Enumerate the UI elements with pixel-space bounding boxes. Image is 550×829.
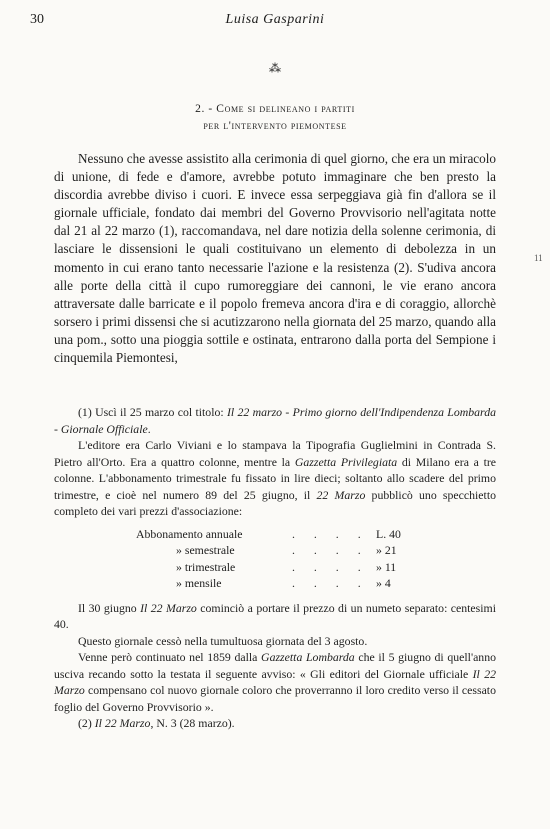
margin-mark: 11 (534, 253, 543, 263)
body-paragraph: Nessuno che avesse assistito alla cerimonia di quel giorno, che era un miracolo di unione, di fede e d'amore, avrebbe potuto immaginare che ben presto la discordia avrebbe diviso i cuori. E invece essa serpeggiava già fin d'allora se il giornale ufficiale, fondato dai membri del Governo Provvisorio nell'agitata notte dal 21 al 22 marzo (1), raccomandava, nel dare notizia della solenne cerimonia, di lasciare le dissensioni le quali costituivano un elemento di debolezza in un momento in cui erano tanto necessarie l'azione e la resistenza (2). S'udiva ancora alle porte della città il cupo rumoreggiare dei cannoni, le vie erano ancora attraversate dalle barricate e il popolo fremeva ancora d'ira e di coraggio, allorchè sorsero i primi dissensi che si acutizzarono nella giornata del 25 marzo, quando alla una pom., sotto una pioggia sottile e ostinata, entrarono dalla porta del Sempione i cinquemila Piemontesi, (54, 151, 496, 366)
subscription-price: » 21 (376, 543, 397, 557)
subscription-row (54, 575, 496, 592)
footnote-text: Il 30 giugno (78, 600, 141, 615)
subscription-table (54, 526, 496, 592)
subscription-price: L. 40 (376, 526, 401, 541)
subscription-price: » 11 (376, 559, 397, 574)
footnote-paragraph-cessation: Questo giornale cessò nella tumultuosa giornata del 3 agosto. (78, 633, 368, 648)
footnote-text: cominciò a portare il prezzo di un numeto separato: centesimi 40. (54, 600, 496, 631)
footnote-paragraph-editor (54, 437, 496, 520)
subscription-label: » mensile (176, 576, 222, 590)
footnote-1 (54, 404, 496, 437)
section-subtitle: per l'intervento piemontese (203, 120, 347, 132)
footnote-1-title: Il 22 marzo - Primo giorno dell'Indipendenza Lombarda - Giornale Officiale (54, 405, 497, 436)
footnote-text: che il 5 giugno di quell'anno usciva recando sotto la testata il seguente avviso: « Gli editori del Giornale ufficiale (54, 650, 496, 681)
subscription-label: Abbonamento annuale (136, 526, 243, 541)
subscription-leader: . . . . (292, 526, 369, 541)
footnote-1-prefix: (1) Uscì il 25 marzo col titolo: (78, 405, 227, 419)
subscription-leader: . . . . (292, 543, 369, 557)
subscription-leader: . . . . (292, 576, 369, 590)
footnote-italic: 22 Marzo (316, 487, 366, 502)
section-ornament: ⁂ (269, 61, 281, 75)
footnote-text: compensano col nuovo giornale coloro che proverranno il loro credito verso il cessato foglio del Governo Provvisorio ». (54, 683, 496, 714)
footnote-paragraph-continuation (54, 649, 496, 715)
footnote-italic: Il 22 Marzo (140, 600, 197, 615)
subscription-label: » semestrale (176, 543, 235, 557)
subscription-label: » trimestrale (176, 559, 236, 574)
subscription-row (54, 526, 496, 543)
page-number: 30 (30, 12, 44, 27)
footnote-italic: Gazzetta Lombarda (261, 650, 355, 664)
running-title: Luisa Gasparini (225, 12, 325, 27)
footnote-2-prefix: (2) (78, 716, 95, 730)
footnote-1-end: . (147, 421, 151, 436)
footnote-text: pubblicò uno specchietto completo dei vari prezzi d'associazione: (54, 487, 496, 518)
footnote-2-end: , N. 3 (28 marzo). (150, 716, 235, 730)
subscription-row (54, 542, 496, 559)
footnote-italic: Il 22 Marzo (54, 666, 496, 697)
footnote-text: L'editore era Carlo Viviani e lo stampava la Tipografia Guglielmini in Contrada S. Pietro all'Orto. Era a quattro colonne, mentre la (54, 438, 496, 469)
footnote-2 (54, 715, 496, 732)
footnote-italic: Gazzetta Privilegiata (294, 454, 398, 469)
page-header (30, 12, 520, 32)
subscription-row (54, 559, 496, 576)
subscription-leader: . . . . (292, 559, 369, 574)
footnote-2-title: Il 22 Marzo (94, 716, 151, 730)
main-text (54, 150, 496, 367)
footnote-text: di Milano era a tre colonne. L'abbonamento trimestrale fu fissato in lire dieci; soltanto allo scadere del primo trimestre, e cioè nel numero 89 del 25 giugno, il (54, 454, 497, 502)
footnote-paragraph-price (54, 600, 496, 633)
subscription-price: » 4 (376, 576, 391, 590)
footnotes (54, 404, 496, 732)
footnote-text: Venne però continuato nel 1859 dalla (78, 650, 262, 664)
section-title: 2. - Come si delineano i partiti (195, 103, 355, 115)
